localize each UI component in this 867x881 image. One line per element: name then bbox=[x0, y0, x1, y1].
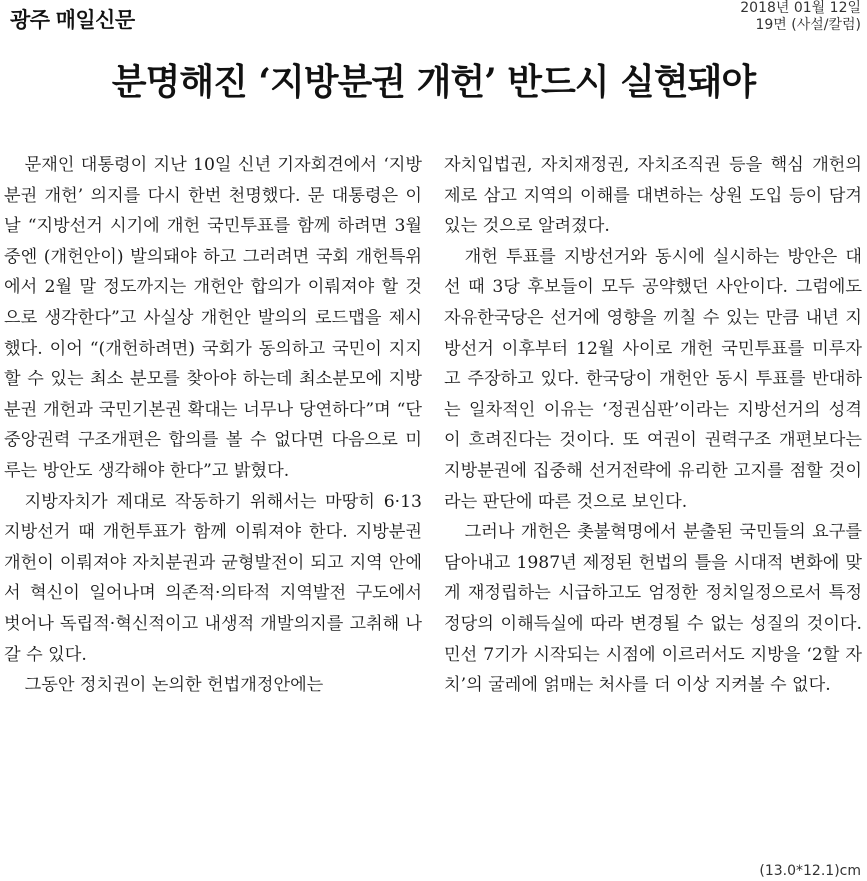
article-column-left bbox=[4, 150, 422, 701]
paragraph: 지방자치가 제대로 작동하기 위해서는 마땅히 6·13 지방선거 때 개헌투표가 함께 이뤄져야 한다. 지방분권 개헌이 이뤄져야 자치분권과 균형발전이 되고 지역 안에서 혁신이 일어나며 의존적·의타적 지역발전 구도에서 벗어나 독립적·혁신적이고 내생적 개발의지를 고취해 나갈 수 있다. bbox=[4, 491, 422, 665]
paragraph: 문재인 대통령이 지난 10일 신년 기자회견에서 ‘지방분권 개헌’ 의지를 다시 한번 천명했다. 문 대통령은 이날 “지방선거 시기에 개헌 국민투표를 함께 하려면 3월 중엔 (개헌안이) 발의돼야 하고 그러려면 국회 개헌특위에서 2월 말 정도까지는 개헌안 합의가 이뤄져야 할 것으로 생각한다”고 사실상 개헌안 발의의 로드맵을 제시했다. 이어 “(개헌하려면) 국회가 동의하고 국민이 지지할 수 있는 최소 분모를 찾아야 하는데 최소분모에 지방분권 개헌과 국민기본권 확대는 너무나 당연하다”며 “단 중앙권력 구조개편은 합의를 볼 수 없다면 다음으로 미루는 방안도 생각해야 한다”고 밝혔다. bbox=[4, 155, 422, 481]
logo-text-maeil: 매일신문 bbox=[55, 8, 135, 32]
page-section: 19면 (사설/칼럼) bbox=[755, 17, 861, 33]
paragraph: 그러나 개헌은 촛불혁명에서 분출된 국민들의 요구를 담아내고 1987년 제정된 헌법의 틀을 시대적 변화에 맞게 재정립하는 시급하고도 엄정한 정치일정으로서 특정 정당의 이해득실에 따라 변경될 수 없는 성질의 것이다. 민선 7기가 시작되는 시점에 이르러서도 지방을 ‘2할 자치’의 굴레에 얽매는 처사를 더 이상 지켜볼 수 없다. bbox=[444, 522, 862, 696]
paragraph: 자치입법권, 자치재정권, 자치조직권 등을 핵심 개헌의제로 삼고 지역의 이해를 대변하는 상원 도입 등이 담겨있는 것으로 알려졌다. bbox=[444, 155, 862, 237]
publication-date: 2018년 01월 12일 bbox=[740, 0, 861, 16]
article-column-right bbox=[444, 150, 862, 701]
article-size-note: (13.0*12.1)cm bbox=[759, 863, 861, 879]
publication-meta bbox=[740, 0, 861, 34]
paragraph: 그동안 정치권이 논의한 헌법개정안에는 bbox=[24, 675, 324, 696]
newspaper-logo bbox=[10, 4, 135, 34]
logo-text-gwangju: 광주 bbox=[10, 8, 50, 32]
article-title: 분명해진 ‘지방분권 개헌’ 반드시 실현돼야 bbox=[111, 61, 756, 103]
masthead bbox=[0, 0, 867, 40]
paragraph: 개헌 투표를 지방선거와 동시에 실시하는 방안은 대선 때 3당 후보들이 모두 공약했던 사안이다. 그럼에도 자유한국당은 선거에 영향을 끼칠 수 있는 만큼 내년 지방선거 이후부터 12월 사이로 개헌 국민투표를 미루자고 주장하고 있다. 한국당이 개헌안 동시 투표를 반대하는 일차적인 이유는 ‘정권심판’이라는 지방선거의 성격이 흐려진다는 것이다. 또 여권이 권력구조 개편보다는 지방분권에 집중해 선거전략에 유리한 고지를 점할 것이라는 판단에 따른 것으로 보인다. bbox=[444, 246, 862, 512]
